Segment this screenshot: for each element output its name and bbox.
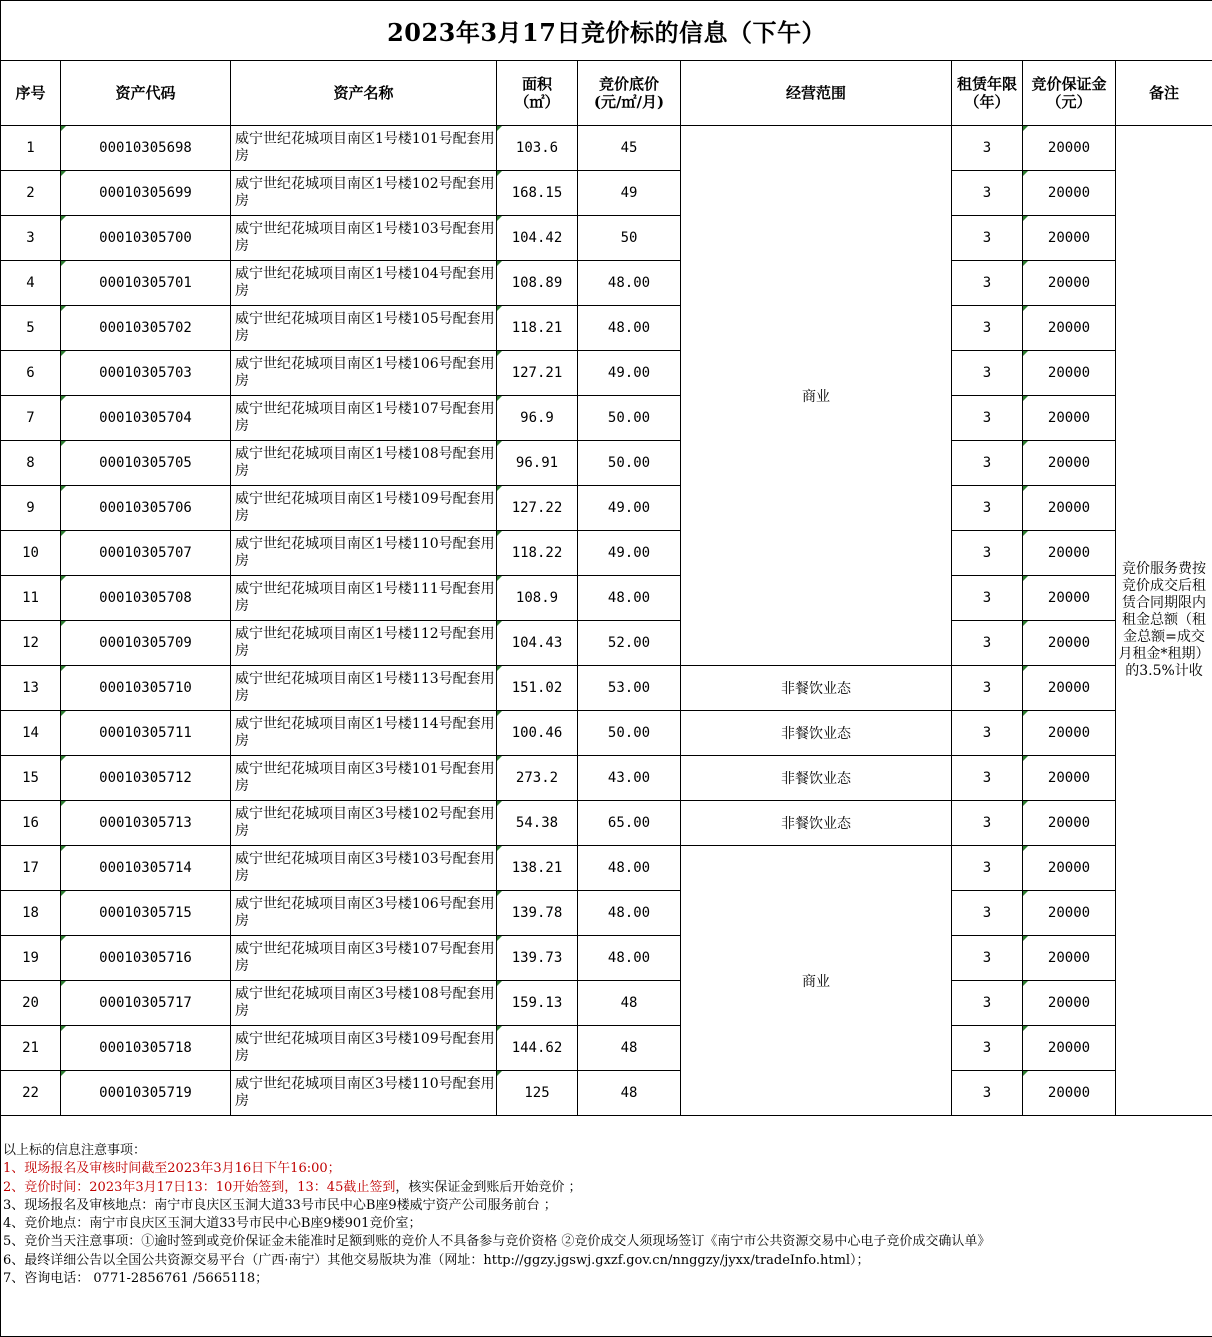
- cell-area: 100.46: [497, 711, 578, 756]
- cell-seq: 9: [1, 486, 61, 531]
- cell-seq: 6: [1, 351, 61, 396]
- cell-name: 威宁世纪花城项目南区3号楼103号配套用房: [231, 846, 497, 891]
- cell-code: 00010305708: [61, 576, 231, 621]
- cell-deposit: 20000: [1023, 801, 1116, 846]
- table-row: [1, 621, 1212, 666]
- cell-name: 威宁世纪花城项目南区1号楼106号配套用房: [231, 351, 497, 396]
- cell-deposit: 20000: [1023, 126, 1116, 171]
- cell-code: 00010305711: [61, 711, 231, 756]
- cell-code: 00010305712: [61, 756, 231, 801]
- cell-price: 49.00: [578, 486, 681, 531]
- cell-deposit: 20000: [1023, 756, 1116, 801]
- cell-name: 威宁世纪花城项目南区1号楼107号配套用房: [231, 396, 497, 441]
- cell-seq: 5: [1, 306, 61, 351]
- cell-name: 威宁世纪花城项目南区1号楼101号配套用房: [231, 126, 497, 171]
- cell-area: 139.78: [497, 891, 578, 936]
- cell-price: 49.00: [578, 531, 681, 576]
- cell-price: 50.00: [578, 441, 681, 486]
- cell-price: 48.00: [578, 306, 681, 351]
- notes-row: [1, 1116, 1212, 1337]
- cell-seq: 4: [1, 261, 61, 306]
- cell-area: 104.43: [497, 621, 578, 666]
- header-scope: 经营范围: [681, 61, 952, 126]
- cell-deposit: 20000: [1023, 216, 1116, 261]
- cell-seq: 17: [1, 846, 61, 891]
- cell-area: 273.2: [497, 756, 578, 801]
- cell-price: 48: [578, 981, 681, 1026]
- cell-seq: 11: [1, 576, 61, 621]
- cell-deposit: 20000: [1023, 306, 1116, 351]
- cell-name: 威宁世纪花城项目南区3号楼107号配套用房: [231, 936, 497, 981]
- cell-seq: 1: [1, 126, 61, 171]
- cell-price: 49: [578, 171, 681, 216]
- cell-seq: 7: [1, 396, 61, 441]
- cell-term: 3: [952, 351, 1023, 396]
- cell-code: 00010305719: [61, 1071, 231, 1116]
- cell-name: 威宁世纪花城项目南区1号楼104号配套用房: [231, 261, 497, 306]
- cell-term: 3: [952, 1071, 1023, 1116]
- table-row: [1, 801, 1212, 846]
- cell-deposit: 20000: [1023, 261, 1116, 306]
- cell-deposit: 20000: [1023, 711, 1116, 756]
- cell-term: 3: [952, 981, 1023, 1026]
- note-item: 1、现场报名及审核时间截至2023年3月16日下午16:00；: [3, 1160, 1212, 1178]
- cell-term: 3: [952, 846, 1023, 891]
- cell-code: 00010305703: [61, 351, 231, 396]
- table-row: [1, 666, 1212, 711]
- cell-code: 00010305715: [61, 891, 231, 936]
- cell-code: 00010305698: [61, 126, 231, 171]
- note-item-rest: ，核实保证金到账后开始竞价 ；: [395, 1180, 581, 1195]
- cell-area: 108.89: [497, 261, 578, 306]
- cell-price: 48: [578, 1026, 681, 1071]
- note-item: 4、竞价地点：南宁市良庆区玉洞大道33号市民中心B座9楼901竞价室；: [3, 1215, 1212, 1233]
- table-row: [1, 441, 1212, 486]
- cell-area: 127.21: [497, 351, 578, 396]
- cell-name: 威宁世纪花城项目南区3号楼102号配套用房: [231, 801, 497, 846]
- cell-scope: 商业: [681, 126, 952, 666]
- cell-price: 53.00: [578, 666, 681, 711]
- cell-price: 50: [578, 216, 681, 261]
- cell-deposit: 20000: [1023, 891, 1116, 936]
- cell-deposit: 20000: [1023, 981, 1116, 1026]
- cell-term: 3: [952, 126, 1023, 171]
- cell-area: 118.21: [497, 306, 578, 351]
- cell-seq: 21: [1, 1026, 61, 1071]
- cell-code: 00010305710: [61, 666, 231, 711]
- cell-seq: 13: [1, 666, 61, 711]
- table-row: [1, 846, 1212, 891]
- cell-code: 00010305705: [61, 441, 231, 486]
- cell-seq: 16: [1, 801, 61, 846]
- cell-area: 103.6: [497, 126, 578, 171]
- cell-name: 威宁世纪花城项目南区1号楼102号配套用房: [231, 171, 497, 216]
- header-deposit-l1: 竞价保证金: [1031, 75, 1106, 93]
- cell-name: 威宁世纪花城项目南区3号楼106号配套用房: [231, 891, 497, 936]
- cell-scope: 非餐饮业态: [681, 666, 952, 711]
- cell-area: 127.22: [497, 486, 578, 531]
- header-area-l2: （㎡）: [514, 93, 559, 111]
- table-row: [1, 1026, 1212, 1071]
- table-row: [1, 261, 1212, 306]
- table-row: [1, 936, 1212, 981]
- header-area-l1: 面积: [522, 75, 552, 93]
- cell-price: 49.00: [578, 351, 681, 396]
- notes-heading: 以上标的信息注意事项：: [3, 1142, 1212, 1160]
- header-price-l1: 竞价底价: [599, 75, 659, 93]
- table-row: [1, 576, 1212, 621]
- cell-area: 159.13: [497, 981, 578, 1026]
- cell-term: 3: [952, 711, 1023, 756]
- cell-deposit: 20000: [1023, 1026, 1116, 1071]
- cell-scope: 非餐饮业态: [681, 711, 952, 756]
- cell-area: 168.15: [497, 171, 578, 216]
- cell-price: 48.00: [578, 261, 681, 306]
- cell-code: 00010305714: [61, 846, 231, 891]
- header-row: [1, 61, 1212, 126]
- note-item: 6、最终详细公告以全国公共资源交易平台（广西·南宁）其他交易版块为准（网址：http://ggzy.jgswj.gxzf.gov.cn/nnggzy/jyxx/tradeInfo.html）；: [3, 1252, 1212, 1270]
- cell-code: 00010305702: [61, 306, 231, 351]
- cell-seq: 22: [1, 1071, 61, 1116]
- header-term: [952, 61, 1023, 126]
- cell-term: 3: [952, 396, 1023, 441]
- cell-seq: 19: [1, 936, 61, 981]
- cell-seq: 20: [1, 981, 61, 1026]
- cell-code: 00010305699: [61, 171, 231, 216]
- cell-deposit: 20000: [1023, 486, 1116, 531]
- cell-area: 125: [497, 1071, 578, 1116]
- cell-price: 43.00: [578, 756, 681, 801]
- cell-code: 00010305716: [61, 936, 231, 981]
- cell-code: 00010305706: [61, 486, 231, 531]
- cell-term: 3: [952, 756, 1023, 801]
- cell-name: 威宁世纪花城项目南区1号楼114号配套用房: [231, 711, 497, 756]
- cell-deposit: 20000: [1023, 621, 1116, 666]
- cell-code: 00010305701: [61, 261, 231, 306]
- table-row: [1, 216, 1212, 261]
- note-item: [3, 1179, 1212, 1197]
- table-row: [1, 711, 1212, 756]
- cell-term: 3: [952, 621, 1023, 666]
- cell-scope: 非餐饮业态: [681, 801, 952, 846]
- table-row: [1, 1071, 1212, 1116]
- cell-term: 3: [952, 261, 1023, 306]
- cell-code: 00010305707: [61, 531, 231, 576]
- cell-term: 3: [952, 1026, 1023, 1071]
- cell-name: 威宁世纪花城项目南区1号楼113号配套用房: [231, 666, 497, 711]
- cell-deposit: 20000: [1023, 1071, 1116, 1116]
- cell-area: 104.42: [497, 216, 578, 261]
- note-item: 3、现场报名及审核地点：南宁市良庆区玉洞大道33号市民中心B座9楼威宁资产公司服务前台 ；: [3, 1197, 1212, 1215]
- cell-deposit: 20000: [1023, 441, 1116, 486]
- cell-deposit: 20000: [1023, 846, 1116, 891]
- notes-section: [1, 1116, 1212, 1337]
- cell-price: 50.00: [578, 396, 681, 441]
- cell-area: 151.02: [497, 666, 578, 711]
- cell-name: 威宁世纪花城项目南区1号楼111号配套用房: [231, 576, 497, 621]
- cell-seq: 2: [1, 171, 61, 216]
- cell-term: 3: [952, 531, 1023, 576]
- cell-code: 00010305704: [61, 396, 231, 441]
- page-title: 2023年3月17日竞价标的信息（下午）: [1, 1, 1212, 61]
- cell-name: 威宁世纪花城项目南区3号楼101号配套用房: [231, 756, 497, 801]
- cell-name: 威宁世纪花城项目南区3号楼109号配套用房: [231, 1026, 497, 1071]
- cell-term: 3: [952, 171, 1023, 216]
- table-row: [1, 486, 1212, 531]
- cell-seq: 3: [1, 216, 61, 261]
- note-item-highlight: 2、竞价时间：2023年3月17日13：10开始签到，13：45截止签到: [3, 1180, 395, 1195]
- cell-area: 54.38: [497, 801, 578, 846]
- cell-deposit: 20000: [1023, 396, 1116, 441]
- cell-term: 3: [952, 576, 1023, 621]
- cell-scope: 非餐饮业态: [681, 756, 952, 801]
- cell-price: 48.00: [578, 846, 681, 891]
- cell-price: 48.00: [578, 936, 681, 981]
- cell-term: 3: [952, 801, 1023, 846]
- cell-name: 威宁世纪花城项目南区1号楼109号配套用房: [231, 486, 497, 531]
- cell-term: 3: [952, 216, 1023, 261]
- cell-price: 65.00: [578, 801, 681, 846]
- cell-name: 威宁世纪花城项目南区1号楼108号配套用房: [231, 441, 497, 486]
- cell-seq: 14: [1, 711, 61, 756]
- cell-name: 威宁世纪花城项目南区1号楼105号配套用房: [231, 306, 497, 351]
- cell-remark: 竞价服务费按竞价成交后租赁合同期限内租金总额（租金总额=成交月租金*租期）的3.5%计收: [1116, 126, 1212, 1116]
- cell-name: 威宁世纪花城项目南区3号楼110号配套用房: [231, 1071, 497, 1116]
- cell-price: 48.00: [578, 576, 681, 621]
- cell-area: 138.21: [497, 846, 578, 891]
- cell-area: 96.91: [497, 441, 578, 486]
- cell-deposit: 20000: [1023, 666, 1116, 711]
- cell-term: 3: [952, 666, 1023, 711]
- cell-deposit: 20000: [1023, 576, 1116, 621]
- cell-term: 3: [952, 891, 1023, 936]
- header-name: 资产名称: [231, 61, 497, 126]
- cell-area: 118.22: [497, 531, 578, 576]
- cell-scope: 商业: [681, 846, 952, 1116]
- cell-seq: 15: [1, 756, 61, 801]
- cell-price: 52.00: [578, 621, 681, 666]
- cell-area: 139.73: [497, 936, 578, 981]
- cell-name: 威宁世纪花城项目南区1号楼110号配套用房: [231, 531, 497, 576]
- note-item: 7、咨询电话： 0771-2856761 /5665118；: [3, 1270, 1212, 1288]
- cell-term: 3: [952, 486, 1023, 531]
- cell-price: 50.00: [578, 711, 681, 756]
- header-deposit: [1023, 61, 1116, 126]
- cell-deposit: 20000: [1023, 171, 1116, 216]
- cell-seq: 8: [1, 441, 61, 486]
- cell-code: 00010305700: [61, 216, 231, 261]
- cell-seq: 12: [1, 621, 61, 666]
- cell-deposit: 20000: [1023, 531, 1116, 576]
- header-price: [578, 61, 681, 126]
- table-row: [1, 306, 1212, 351]
- cell-code: 00010305713: [61, 801, 231, 846]
- header-code: 资产代码: [61, 61, 231, 126]
- cell-deposit: 20000: [1023, 936, 1116, 981]
- table-row: [1, 891, 1212, 936]
- cell-term: 3: [952, 306, 1023, 351]
- cell-deposit: 20000: [1023, 351, 1116, 396]
- table-row: [1, 396, 1212, 441]
- cell-area: 108.9: [497, 576, 578, 621]
- header-term-l2: （年）: [964, 93, 1009, 111]
- table-row: [1, 531, 1212, 576]
- cell-term: 3: [952, 441, 1023, 486]
- table-row: [1, 351, 1212, 396]
- header-seq: 序号: [1, 61, 61, 126]
- header-term-l1: 租赁年限: [957, 75, 1017, 93]
- cell-price: 45: [578, 126, 681, 171]
- cell-price: 48: [578, 1071, 681, 1116]
- cell-code: 00010305718: [61, 1026, 231, 1071]
- cell-area: 96.9: [497, 396, 578, 441]
- cell-name: 威宁世纪花城项目南区1号楼103号配套用房: [231, 216, 497, 261]
- cell-seq: 10: [1, 531, 61, 576]
- note-item: 5、竞价当天注意事项：①逾时签到或竞价保证金未能准时足额到账的竞价人不具备参与竞价资格 ②竞价成交人须现场签订《南宁市公共资源交易中心电子竞价成交确认单》: [3, 1233, 1212, 1251]
- cell-term: 3: [952, 936, 1023, 981]
- table-row: [1, 981, 1212, 1026]
- cell-seq: 18: [1, 891, 61, 936]
- table-row: [1, 171, 1212, 216]
- cell-code: 00010305717: [61, 981, 231, 1026]
- table-row: [1, 126, 1212, 171]
- cell-name: 威宁世纪花城项目南区3号楼108号配套用房: [231, 981, 497, 1026]
- cell-code: 00010305709: [61, 621, 231, 666]
- cell-price: 48.00: [578, 891, 681, 936]
- table-row: [1, 756, 1212, 801]
- header-remark: 备注: [1116, 61, 1212, 126]
- cell-name: 威宁世纪花城项目南区1号楼112号配套用房: [231, 621, 497, 666]
- header-area: [497, 61, 578, 126]
- cell-area: 144.62: [497, 1026, 578, 1071]
- header-price-l2: (元/㎡/月): [594, 93, 664, 111]
- header-deposit-l2: （元）: [1046, 93, 1091, 111]
